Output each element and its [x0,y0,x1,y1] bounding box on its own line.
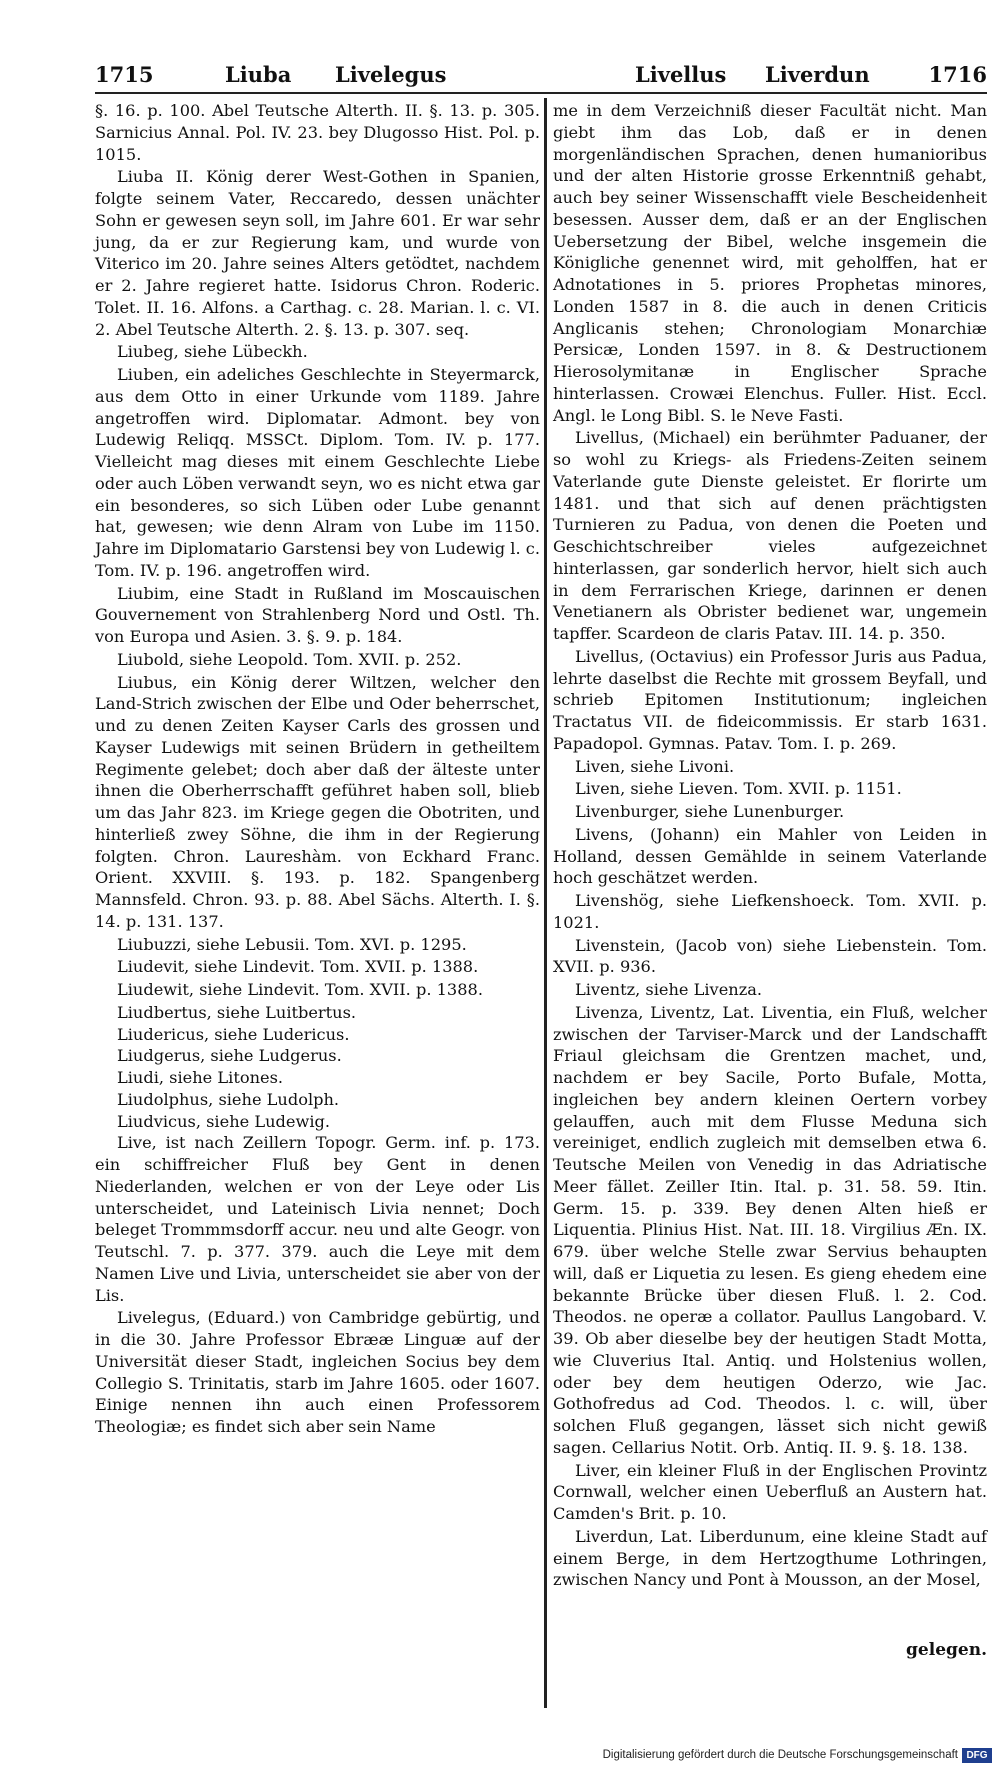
footer [0,1745,1000,1767]
entry-liventz: Liventz, siehe Livenza. [575,980,763,999]
left-column [95,100,540,1439]
running-head-keyword-3: Livellus [635,62,727,87]
entry-liubold: Liubold, siehe Leopold. Tom. XVII. p. 252. [117,649,462,669]
entry-liudgerus: Liudgerus, siehe Ludgerus. [117,1046,342,1066]
entry-livelegus: Livelegus, (Eduard.) von Cambridge gebürtig, und in die 30. Jahre Professor Ebrææ Linguæ auf der Universität dieser Stadt, ingleichen Socius bey dem Collegio S. Trinitatis, starb im Jahre 1605. oder 1607. Einige nennen ihn auch einen Professorem Theologiæ; es findet sich aber sein Name [95,1308,540,1436]
entry-liubus: Liubus, ein König derer Wiltzen, welcher den Land-Strich zwischen der Elbe und Oder beherrschet, und zu denen Zeiten Kayser Carls des grossen und Kayser Ludewigs mit seinen Brüdern in getheiltem Regimente gelebet; doch aber daß der älteste unter ihnen die Oberherrschafft geführet haben soll, blieb um das Jahr 823. im Kriege gegen die Obotriten, und hinterließ zwey Söhne, die ihm in der Regierung folgten. Chron. Laureshàm. von Eckhard Franc. Orient. XXVIII. §. 193. p. 182. Spangenberg Mannsfeld. Chron. 93. p. 88. Abel Sächs. Alterth. I. §. 14. p. 131. 137. [95,672,540,931]
entry-liubim: Liubim, eine Stadt in Rußland im Moscauischen Gouvernement von Strahlenberg Nord und Ostl. Th. von Europa und Asien. 3. §. 9. p. 184. [95,583,540,646]
entry-livelegus-continued: me in dem Verzeichniß dieser Facultät nicht. Man giebt ihm das Lob, daß er in denen morgenländischen Sprachen, denen humanioribus und der alten Historie grosse Erkenntniß gehabt, auch bey seiner Wissenschafft viele Bescheidenheit besessen. Ausser dem, daß er an der Englischen Uebersetzung der Bibel, welche insgemein die Königliche genennet wird, mit geholffen, hat er Adnotationes in 5. priores Prophetas minores, Londen 1587 in 8. die auch in denen Criticis Anglicanis stehen; Chronologiam Monarchiæ Persicæ, Londen 1597. in 8. & Destructionem Hierosolymitanæ in Englischer Sprache hinterlassen. Crowæi Elenchus. Fuller. Hist. Eccl. Angl. le Long Bibl. S. le Neve Fasti. [553,101,987,425]
entry-liven-1: Liven, siehe Livoni. [575,756,735,776]
dfg-logo: DFG [962,1748,992,1763]
entry-liubuzzi: Liubuzzi, siehe Lebusii. Tom. XVI. p. 1295. [117,934,467,954]
entry-continuation: §. 16. p. 100. Abel Teutsche Alterth. II. §. 13. p. 305. Sarnicius Annal. Pol. IV. 23. bey Dlugosso Hist. Pol. p. 1015. [95,101,540,164]
running-head-keyword-4: Liverdun [765,62,870,87]
entry-liuba: Liuba II. König derer West-Gothen in Spanien, folgte seinem Vater, Reccaredo, dessen unächter Sohn er gewesen seyn soll, im Jahre 601. Er war sehr jung, da er zur Regierung kam, und wurde von Viterico im 20. Jahre seines Alters getödtet, nachdem er 2. Jahre regieret hatte. Isidorus Chron. Roderic. Tolet. II. 16. Alfons. a Carthag. c. 28. Marian. l. c. VI. 2. Abel Teutsche Alterth. 2. §. 13. p. 307. seq. [95,167,540,339]
catchword: gelegen. [906,1640,987,1660]
entry-liudvicus: Liudvicus, siehe Ludewig. [117,1111,330,1131]
entry-livenburger: Livenburger, siehe Lunenburger. [575,802,845,821]
running-head-keyword-1: Liuba [225,62,292,87]
entry-liudevit: Liudevit, siehe Lindevit. Tom. XVII. p. 1388. [117,957,479,977]
entry-liudi: Liudi, siehe Litones. [117,1068,284,1087]
right-column [553,100,987,1592]
running-head-keyword-2: Livelegus [335,62,447,87]
entry-liudbertus: Liudbertus, siehe Luitbertus. [117,1002,357,1022]
entry-liubeg: Liubeg, siehe Lübeckh. [117,342,308,362]
entry-liudolphus: Liudolphus, siehe Ludolph. [117,1089,340,1109]
footer-text: Digitalisierung gefördert durch die Deutsche Forschungsgemeinschaft [602,1749,958,1761]
entry-livellus-octavius: Livellus, (Octavius) ein Professor Juris aus Padua, lehrte daselbst die Rechte mit grossem Beyfall, und schrieb Epitomen Institutionum; ingleichen Tractatus VII. de fideicommissis. Er starb 1631. Papadopol. Gymnas. Patav. Tom. I. p. 269. [553,646,987,753]
entry-live: Live, ist nach Zeillern Topogr. Germ. inf. p. 173. ein schiffreicher Fluß bey Gent in denen Niederlanden, welchen er von der Leye oder Lis unterscheidet, und Lateinisch Livia nennet; Doch beleget Trommmsdorff accur. neu und alte Geogr. von Teutschl. 7. p. 377. 379. auch die Leye mit dem Namen Live und Livia, unterscheidet sie aber von der Lis. [95,1133,540,1305]
column-divider [544,98,547,1708]
entry-livellus-michael: Livellus, (Michael) ein berühmter Paduaner, der so wohl zu Kriegs- als Friedens-Zeiten seinem Vaterlande gute Dienste geleistet. Er florirte um 1481. und that sich auf denen prächtigsten Turnieren zu Padua, von denen die Poeten und Geschichtschreiber vieles aufgezeichnet hinterlassen, gar sonderlich hervor, hielt sich auch in dem Ferrarischen Kriege, darinnen er denen Venetianern als Obrister bedienet war, ungemein tapffer. Scardeon de claris Patav. III. 14. p. 350. [553,428,987,643]
entry-livenstein: Livenstein, (Jacob von) siehe Liebenstein. Tom. XVII. p. 936. [553,935,987,977]
entry-livenshog: Livenshög, siehe Liefkenshoeck. Tom. XVII. p. 1021. [553,891,987,932]
page-number-right: 1716 [928,62,987,87]
entry-liven-2: Liven, siehe Lieven. Tom. XVII. p. 1151. [575,779,902,799]
header-rule [95,92,987,94]
entry-liudericus: Liudericus, siehe Ludericus. [117,1024,350,1044]
entry-liudewit: Liudewit, siehe Lindevit. Tom. XVII. p. 1388. [117,980,483,999]
entry-liverdun: Liverdun, Lat. Liberdunum, eine kleine Stadt auf einem Berge, in dem Hertzogthume Lothringen, zwischen Nancy und Pont à Mousson, an der Mosel, [553,1526,987,1590]
entry-livens: Livens, (Johann) ein Mahler von Leiden in Holland, dessen Gemählde in seinem Vaterlande hoch geschätzet werden. [553,824,987,888]
entry-liuben: Liuben, ein adeliches Geschlechte in Steyermarck, aus dem Otto in einer Urkunde vom 1189. Jahre angetroffen wird. Diplomatar. Admont. bey von Ludewig Reliqq. MSSCt. Diplom. Tom. IV. p. 177. Vielleicht mag dieses mit einem Geschlechte Liebe oder auch Löben verwandt seyn, wo es nicht etwa gar ein besonderes, so sich Lüben oder Lube genannt hat, gewesen; wie denn Alram von Lube im 1150. Jahre im Diplomatario Garstensi bey von Ludewig l. c. Tom. IV. p. 196. angetroffen wird. [95,365,540,580]
page-number-left: 1715 [95,62,154,87]
entry-liver: Liver, ein kleiner Fluß in der Englischen Provintz Cornwall, welcher einen Ueberfluß an Austern hat. Camden's Brit. p. 10. [553,1460,987,1523]
entry-livenza: Livenza, Liventz, Lat. Liventia, ein Fluß, welcher zwischen der Tarviser-Marck und der Landschafft Friaul gleichsam die Grentzen machet, und, nachdem er bey Sacile, Porto Bufale, Motta, ingleichen bey andern kleinen Oertern vorbey gelauffen, auch mit dem Flusse Meduna sich vereiniget, endlich zugleich mit demselben etwa 6. Teutsche Meilen von Venedig in das Adriatische Meer fället. Zeiller Itin. Ital. p. 31. 58. 59. Itin. Germ. 15. p. 339. Bey denen Alten hieß er Liquentia. Plinius Hist. Nat. III. 18. Virgilius Æn. IX. 679. über welche Stelle zwar Servius behaupten will, daß er Liquetia zu lesen. Es gieng ehedem eine bekannte Brücke über diesen Fluß. l. 2. Cod. Theodos. ne operæ a collator. Paullus Langobard. V. 39. Ob aber dieselbe bey der heutigen Stadt Motta, wie Cluverius Ital. Antiq. und Holstenius wollen, oder bey dem heutigen Oderzo, wie Jac. Gothofredus ad Cod. Theodos. l. c. will, über solchen Fluß gegangen, lässet sich nicht gewiß sagen. Cellarius Notit. Orb. Antiq. II. 9. §. 18. 138. [553,1002,987,1457]
